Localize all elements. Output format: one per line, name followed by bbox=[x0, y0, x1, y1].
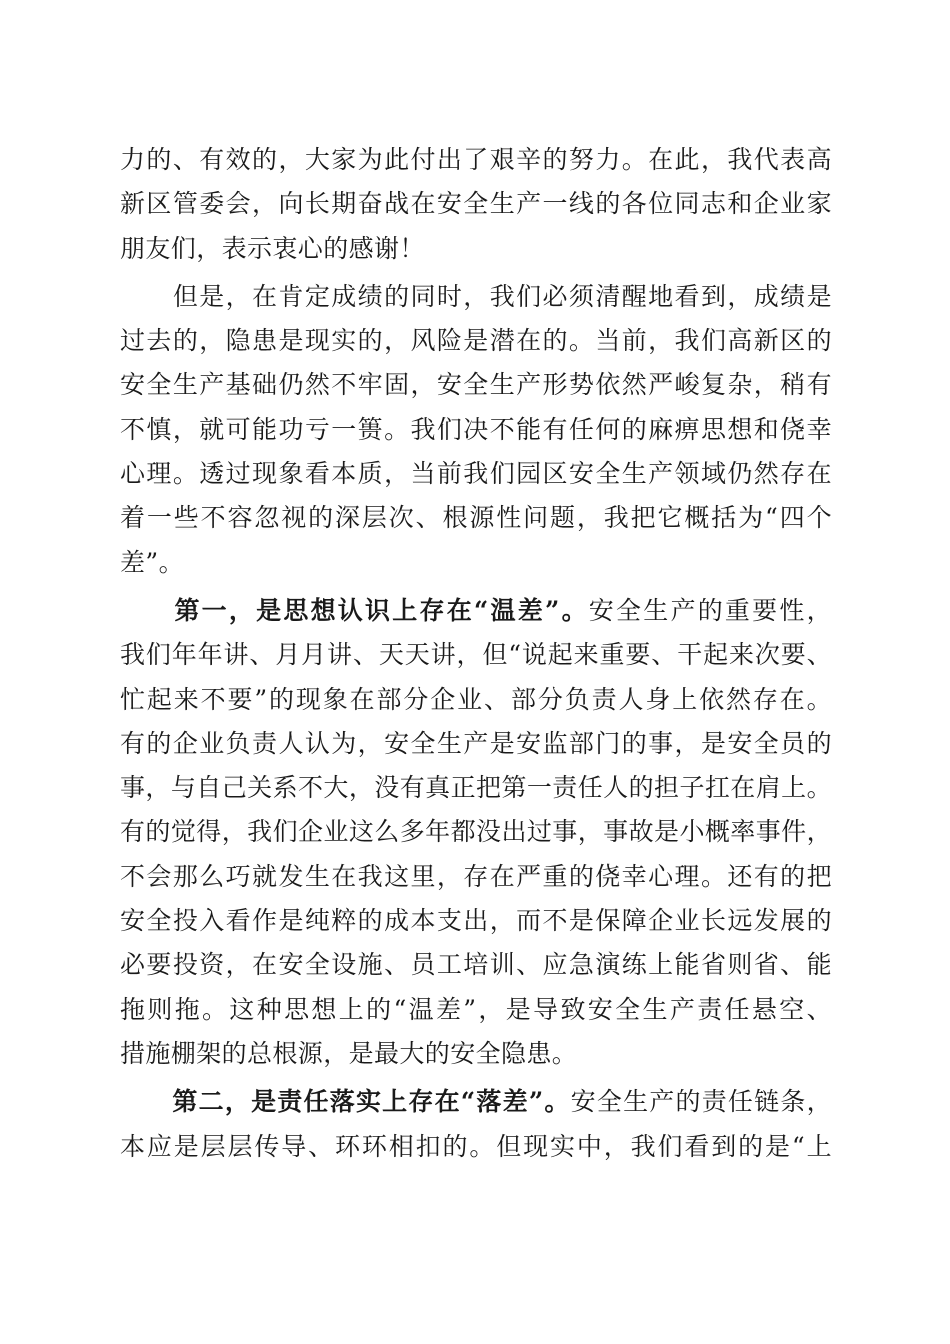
text-line: 不会那么巧就发生在我这里，存在严重的侥幸心理。还有的把 bbox=[120, 861, 832, 891]
section-heading-second: 第二，是责任落实上存在“落差”。 bbox=[120, 1087, 571, 1117]
text-line bbox=[120, 589, 832, 633]
paragraph bbox=[120, 1080, 832, 1169]
paragraph bbox=[120, 589, 832, 1076]
text-line: 心理。透过现象看本质，当前我们园区安全生产领域仍然存在 bbox=[120, 459, 832, 489]
text-line: 不慎，就可能功亏一篑。我们决不能有任何的麻痹思想和侥幸 bbox=[120, 414, 832, 444]
text-line: 安全生产基础仍然不牢固，安全生产形势依然严峻复杂，稍有 bbox=[120, 370, 832, 400]
text-line: 忙起来不要”的现象在部分企业、部分负责人身上依然存在。 bbox=[120, 684, 832, 714]
text-line: 过去的，隐患是现实的，风险是潜在的。当前，我们高新区的 bbox=[120, 326, 832, 356]
text-run: 安全生产的责任链条， bbox=[570, 1087, 832, 1117]
text-line: 事，与自己关系不大，没有真正把第一责任人的担子扛在肩上。 bbox=[120, 773, 832, 803]
text-line: 新区管委会，向长期奋战在安全生产一线的各位同志和企业家 bbox=[120, 189, 832, 219]
text-line: 差”。 bbox=[120, 547, 184, 577]
text-line: 本应是层层传导、环环相扣的。但现实中，我们看到的是“上 bbox=[120, 1131, 832, 1161]
section-heading-first: 第一，是思想认识上存在“温差”。 bbox=[120, 595, 589, 625]
text-line: 措施棚架的总根源，是最大的安全隐患。 bbox=[120, 1038, 578, 1068]
text-line: 着一些不容忽视的深层次、根源性问题，我把它概括为“四个 bbox=[120, 503, 832, 533]
text-line: 但是，在肯定成绩的同时，我们必须清醒地看到，成绩是 bbox=[120, 281, 832, 311]
text-line: 有的觉得，我们企业这么多年都没出过事，事故是小概率事件， bbox=[120, 817, 832, 847]
text-line: 有的企业负责人认为，安全生产是安监部门的事，是安全员的 bbox=[120, 728, 832, 758]
text-line: 安全投入看作是纯粹的成本支出，而不是保障企业长远发展的 bbox=[120, 906, 832, 936]
text-run: 安全生产的重要性， bbox=[588, 595, 832, 625]
document-body bbox=[120, 138, 832, 1169]
paragraph bbox=[120, 275, 832, 585]
text-line: 力的、有效的，大家为此付出了艰辛的努力。在此，我代表高 bbox=[120, 145, 832, 174]
text-line: 我们年年讲、月月讲、天天讲，但“说起来重要、干起来次要、 bbox=[120, 640, 832, 670]
text-line bbox=[120, 1080, 832, 1124]
paragraph bbox=[120, 138, 832, 271]
text-line: 拖则拖。这种思想上的“温差”，是导致安全生产责任悬空、 bbox=[120, 994, 832, 1024]
text-line: 朋友们，表示衷心的感谢！ bbox=[120, 233, 425, 263]
text-line: 必要投资，在安全设施、员工培训、应急演练上能省则省、能 bbox=[120, 950, 832, 980]
